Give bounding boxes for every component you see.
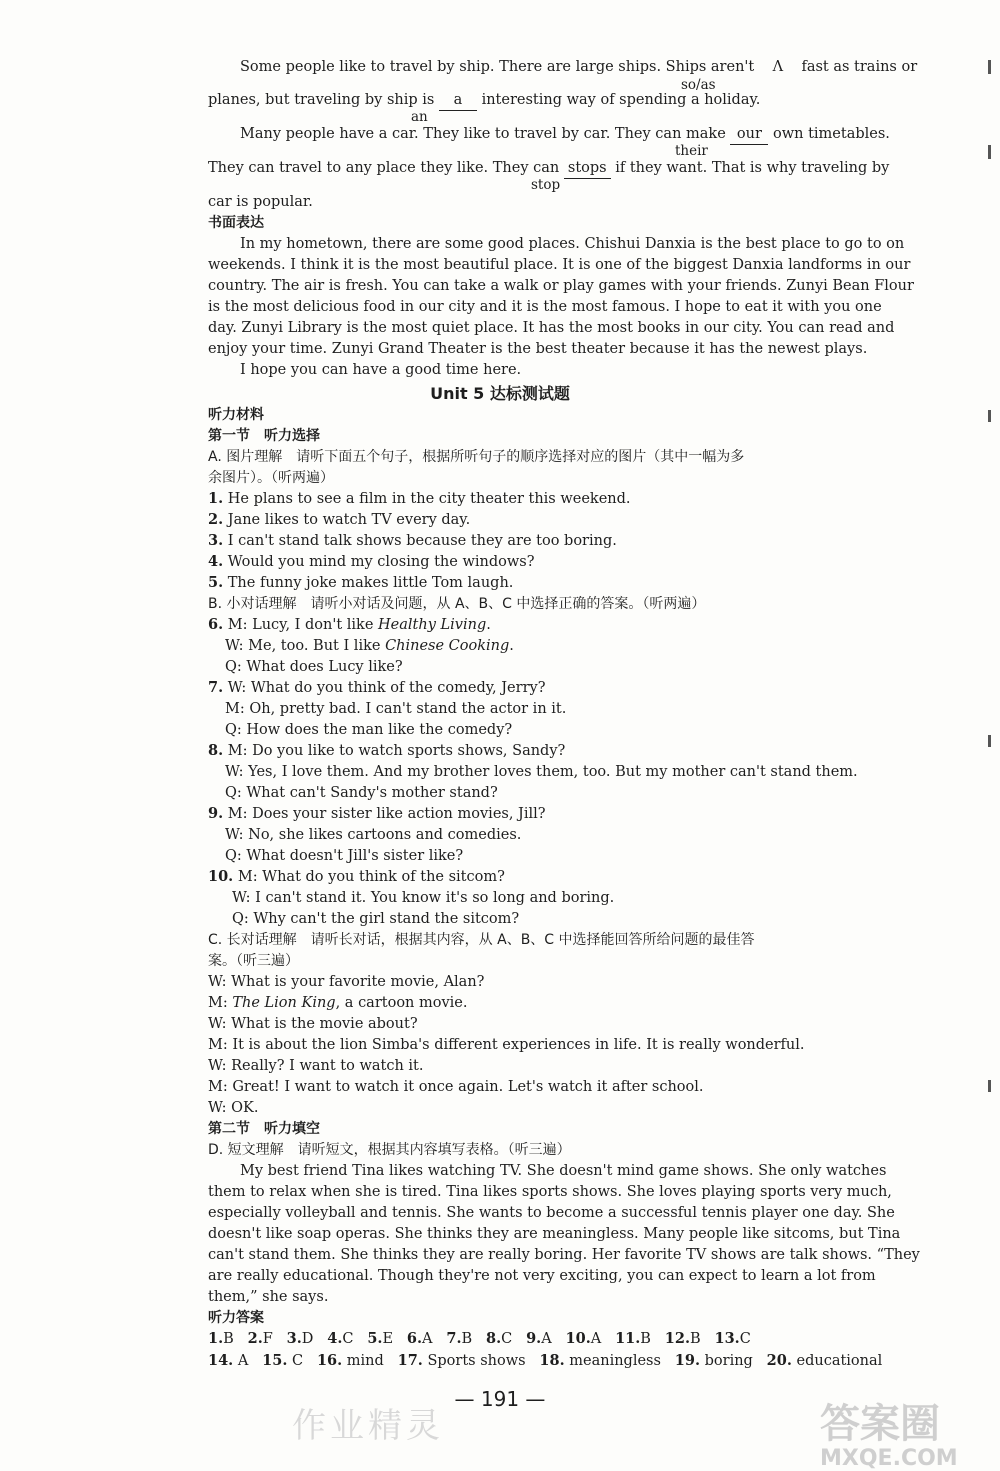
long-dialogue-line: M: It is about the lion Simba's different experiences in life. It is really wonderful. bbox=[208, 1037, 805, 1053]
essay-line: day. Zunyi Library is the most quiet place. It has the most books in our city. You can read and bbox=[208, 320, 895, 336]
essay-line: is the most delicious food in our city and it is the most famous. I hope to eat it with you one bbox=[208, 299, 882, 315]
answers-heading: 听力答案 bbox=[208, 1310, 264, 1326]
part-c-instruction: C. 长对话理解 请听长对话，根据其内容，从 A、B、C 中选择能回答所给问题的最佳答 bbox=[208, 932, 755, 948]
dialogue-line: W: Yes, I love them. And my brother loves them, too. But my mother can't stand them. bbox=[225, 764, 858, 780]
part-a-instruction: A. 图片理解 请听下面五个句子，根据所听句子的顺序选择对应的图片（其中一幅为多 bbox=[208, 449, 745, 465]
passage-line: doesn't like soap operas. She thinks they are meaningless. Many people like sitcoms, but Tina bbox=[208, 1226, 901, 1242]
list-item: 1. He plans to see a film in the city theater this weekend. bbox=[208, 490, 631, 507]
passage-line: them,” she says. bbox=[208, 1289, 329, 1305]
section-2-heading: 第二节 听力填空 bbox=[208, 1121, 320, 1137]
long-dialogue-line: M: The Lion King, a cartoon movie. bbox=[208, 995, 468, 1011]
list-item: 3. I can't stand talk shows because they are too boring. bbox=[208, 532, 617, 549]
section-1-heading: 第一节 听力选择 bbox=[208, 428, 320, 444]
essay-line: country. The air is fresh. You can take a walk or play games with your friends. Zunyi Bean Flour bbox=[208, 278, 914, 294]
dialogue-line: W: I can't stand it. You know it's so long and boring. bbox=[232, 890, 615, 906]
edge-mark bbox=[988, 410, 991, 422]
correction-line-3: Many people have a car. They like to travel by car. They can make our own timetables. bbox=[240, 124, 890, 145]
correction-note: their bbox=[675, 143, 708, 159]
long-dialogue-line: W: Really? I want to watch it. bbox=[208, 1058, 424, 1074]
passage-line: My best friend Tina likes watching TV. She doesn't mind game shows. She only watches bbox=[240, 1163, 887, 1179]
list-item: 2. Jane likes to watch TV every day. bbox=[208, 511, 471, 528]
part-c-instruction-cont: 案。（听三遍） bbox=[208, 953, 299, 969]
part-b-instruction: B. 小对话理解 请听小对话及问题，从 A、B、C 中选择正确的答案。（听两遍） bbox=[208, 596, 706, 612]
dialogue-10: 10. M: What do you think of the sitcom? bbox=[208, 868, 505, 885]
edge-mark bbox=[988, 735, 991, 747]
correction-note: stop bbox=[531, 177, 561, 193]
essay-line: enjoy your time. Zunyi Grand Theater is the best theater because it has the newest plays. bbox=[208, 341, 868, 357]
passage-line: especially volleyball and tennis. She wants to become a successful tennis player one day. She bbox=[208, 1205, 895, 1221]
dialogue-question: Q: What does Lucy like? bbox=[225, 659, 403, 675]
passage-line: them to relax when she is tired. Tina likes sports shows. She loves playing sports very much, bbox=[208, 1184, 892, 1200]
part-d-instruction: D. 短文理解 请听短文，根据其内容填写表格。（听三遍） bbox=[208, 1142, 571, 1158]
listening-material-heading: 听力材料 bbox=[208, 407, 264, 423]
correction-line-4: They can travel to any place they like. They can stops if they want. That is why traveling by bbox=[208, 158, 889, 179]
correction-line-5: car is popular. bbox=[208, 194, 313, 210]
dialogue-question: Q: How does the man like the comedy? bbox=[225, 722, 513, 738]
long-dialogue-line: W: OK. bbox=[208, 1100, 259, 1116]
watermark-logo-text: 答案圈 bbox=[820, 1401, 940, 1447]
long-dialogue-line: W: What is your favorite movie, Alan? bbox=[208, 974, 485, 990]
long-dialogue-line: W: What is the movie about? bbox=[208, 1016, 418, 1032]
dialogue-question: Q: What doesn't Jill's sister like? bbox=[225, 848, 464, 864]
long-dialogue-line: M: Great! I want to watch it once again. Let's watch it after school. bbox=[208, 1079, 704, 1095]
correction-note: so/as bbox=[681, 77, 716, 93]
watermark-left: 作业精灵 bbox=[292, 1406, 444, 1446]
passage-line: can't stand them. She thinks they are really boring. Her favorite TV shows are talk shows. “They bbox=[208, 1247, 920, 1263]
edge-mark bbox=[988, 145, 991, 159]
correction-line-1: Some people like to travel by ship. There are large ships. Ships aren't Λ fast as trains or bbox=[240, 59, 918, 75]
edge-mark bbox=[988, 60, 991, 74]
dialogue-question: Q: Why can't the girl stand the sitcom? bbox=[232, 911, 520, 927]
list-item: 4. Would you mind my closing the windows? bbox=[208, 553, 535, 570]
dialogue-8: 8. M: Do you like to watch sports shows, Sandy? bbox=[208, 742, 566, 759]
list-item: 5. The funny joke makes little Tom laugh. bbox=[208, 574, 514, 591]
page-number: — 191 — bbox=[454, 1387, 546, 1411]
part-a-instruction-cont: 余图片）。（听两遍） bbox=[208, 470, 334, 486]
writing-heading: 书面表达 bbox=[208, 215, 264, 231]
edge-mark bbox=[988, 1080, 991, 1092]
dialogue-line: W: No, she likes cartoons and comedies. bbox=[225, 827, 522, 843]
correction-line-2: planes, but traveling by ship is a interesting way of spending a holiday. bbox=[208, 90, 760, 111]
dialogue-7: 7. W: What do you think of the comedy, Jerry? bbox=[208, 679, 546, 696]
essay-line: In my hometown, there are some good places. Chishui Danxia is the best place to go to on bbox=[240, 236, 905, 252]
unit-title: Unit 5 达标测试题 bbox=[430, 384, 570, 403]
dialogue-line: W: Me, too. But I like Chinese Cooking. bbox=[225, 638, 514, 654]
answers-row-2: 14. A 15. C 16. mind 17. Sports shows 18. meaningless 19. boring 20. educational bbox=[208, 1352, 883, 1369]
watermark-right bbox=[820, 1402, 958, 1471]
passage-line: are really educational. Though they're not very exciting, you can expect to learn a lot from bbox=[208, 1268, 876, 1284]
dialogue-9: 9. M: Does your sister like action movies, Jill? bbox=[208, 805, 546, 822]
essay-line: weekends. I think it is the most beautiful place. It is one of the biggest Danxia landforms in our bbox=[208, 257, 911, 273]
answers-row-1: 1.B 2.F 3.D 4.C 5.E 6.A 7.B 8.C 9.A 10.A 11.B 12.B 13.C bbox=[208, 1330, 751, 1347]
dialogue-question: Q: What can't Sandy's mother stand? bbox=[225, 785, 498, 801]
dialogue-line: M: Oh, pretty bad. I can't stand the actor in it. bbox=[225, 701, 567, 717]
correction-note: an bbox=[411, 109, 428, 125]
essay-line: I hope you can have a good time here. bbox=[240, 362, 522, 378]
dialogue-6: 6. M: Lucy, I don't like Healthy Living. bbox=[208, 616, 491, 633]
watermark-url: MXQE.COM bbox=[820, 1446, 958, 1471]
